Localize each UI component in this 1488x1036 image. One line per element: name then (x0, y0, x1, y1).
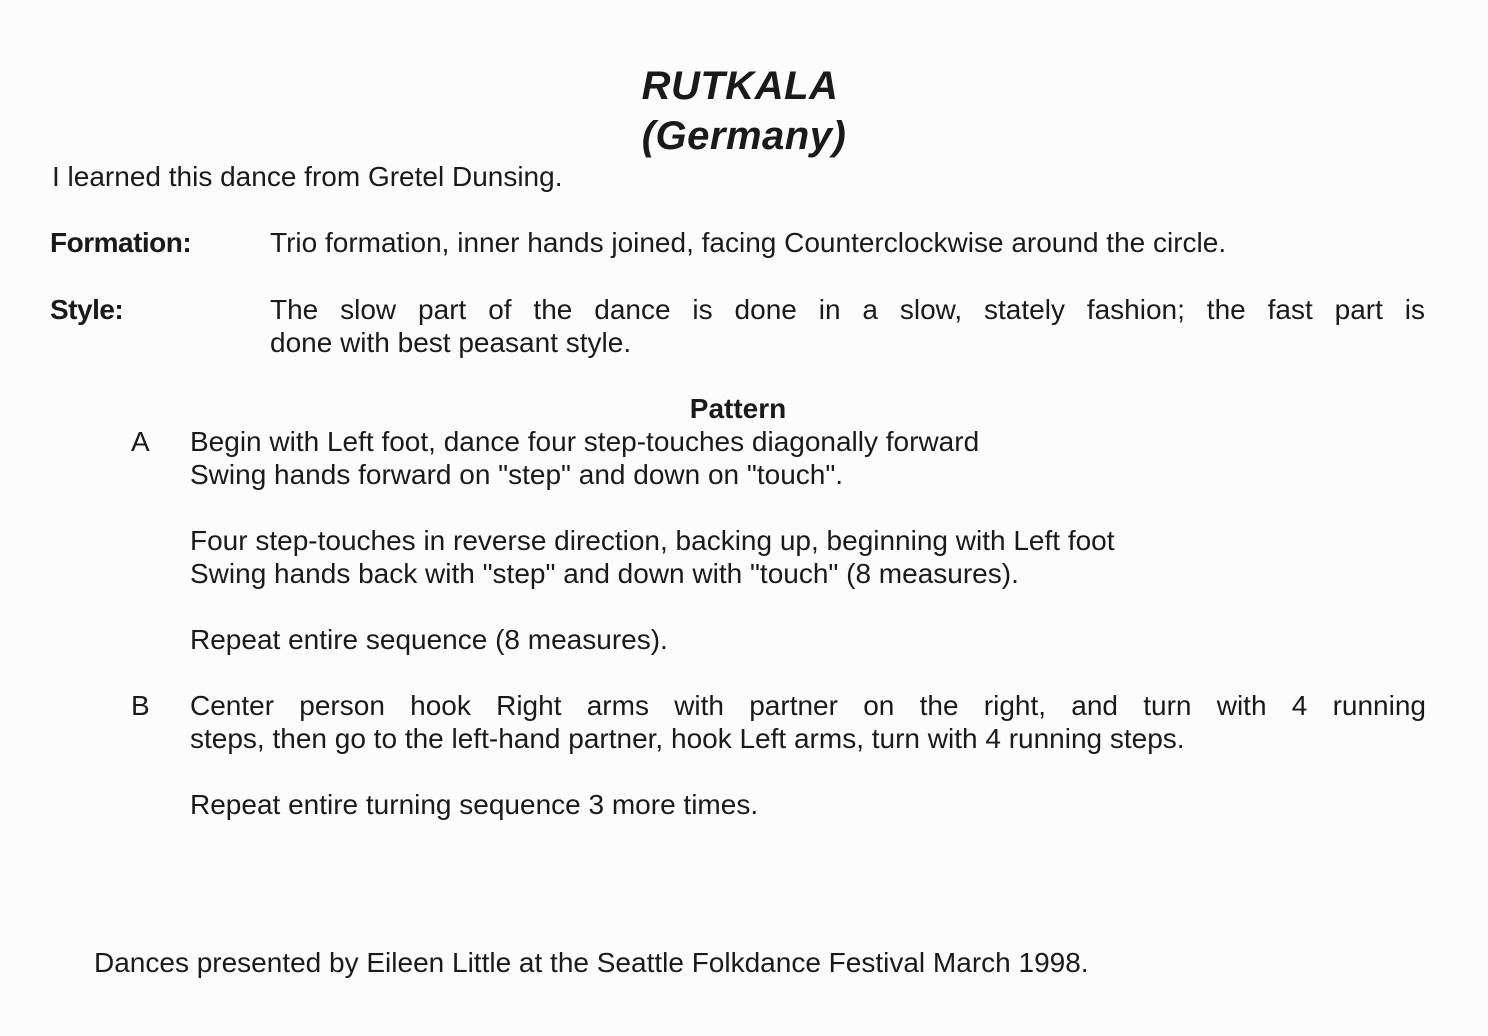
style-line: The slow part of the dance is done in a slow, stately fashion; the fast part is (270, 294, 1425, 325)
formation-text: Trio formation, inner hands joined, facing Counterclockwise around the circle. (270, 227, 1227, 258)
section-a-line: Swing hands back with "step" and down with "touch" (8 measures). (190, 558, 1019, 589)
section-a-line: Swing hands forward on "step" and down on "touch". (190, 459, 844, 490)
intro-text: I learned this dance from Gretel Dunsing. (52, 161, 563, 192)
style-text (270, 293, 1425, 359)
style-label: Style: (50, 294, 124, 325)
style-line: done with best peasant style. (270, 327, 632, 358)
section-letter-b: B (131, 690, 150, 721)
section-a-line: Begin with Left foot, dance four step-touches diagonally forward (190, 426, 980, 457)
dance-title: RUTKALA (641, 64, 839, 108)
section-a-line: Four step-touches in reverse direction, backing up, beginning with Left foot (190, 525, 1115, 556)
section-b-line: Center person hook Right arms with partner on the right, and turn with 4 running (190, 690, 1426, 721)
section-b-line: Repeat entire turning sequence 3 more times. (190, 789, 759, 820)
section-a-line: Repeat entire sequence (8 measures). (190, 624, 668, 655)
dance-origin: (Germany) (641, 114, 847, 158)
section-letter-a: A (131, 426, 150, 457)
section-b-line: steps, then go to the left-hand partner, hook Left arms, turn with 4 running steps. (190, 723, 1185, 754)
pattern-heading: Pattern (689, 393, 787, 424)
section-b-paragraph (190, 689, 1426, 755)
formation-label: Formation: (50, 227, 192, 258)
footer-text: Dances presented by Eileen Little at the Seattle Folkdance Festival March 1998. (94, 947, 1089, 978)
